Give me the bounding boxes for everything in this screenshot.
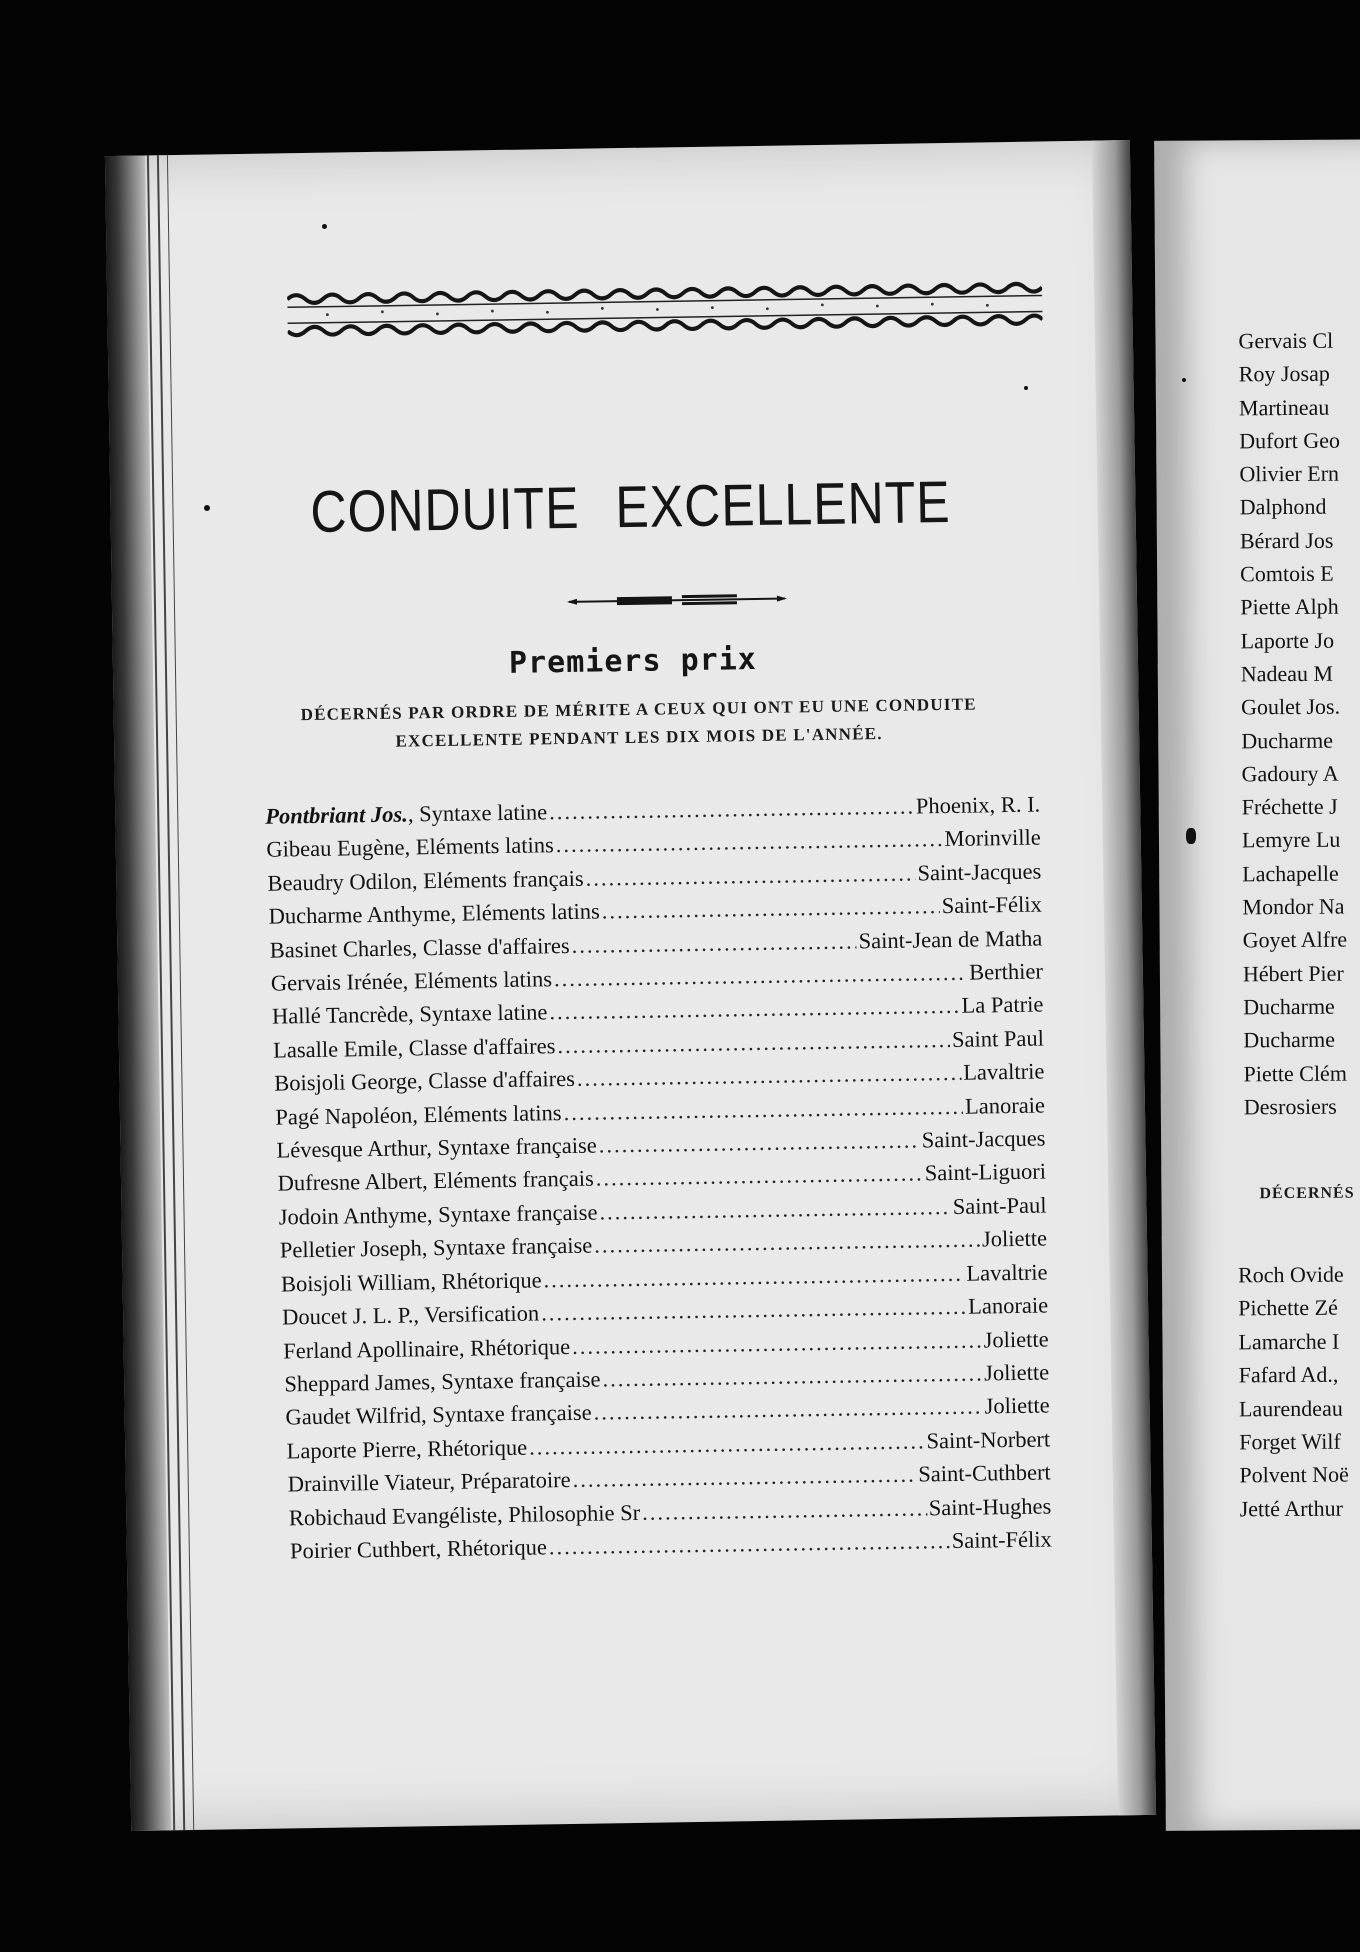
right-page-line: Polvent Noë bbox=[1239, 1462, 1349, 1488]
student-hometown: Lavaltrie bbox=[963, 1058, 1045, 1086]
student-hometown: Saint Paul bbox=[951, 1025, 1045, 1052]
entry-student bbox=[266, 829, 554, 867]
student-hometown: La Patrie bbox=[961, 991, 1044, 1019]
right-page-line: Jetté Arthur bbox=[1239, 1495, 1344, 1522]
student-hometown: Saint-Hughes bbox=[928, 1492, 1052, 1520]
student-class: Rhétorique bbox=[435, 1267, 542, 1294]
dot-leader bbox=[642, 1491, 927, 1529]
right-page-line: Gervais Cl bbox=[1238, 327, 1334, 354]
right-page-line: Lamarche I bbox=[1238, 1328, 1340, 1355]
right-page-fragment bbox=[1154, 139, 1360, 1831]
student-name: Poirier Cuthbert, bbox=[289, 1535, 442, 1564]
student-hometown: Saint-Jean de Matha bbox=[858, 925, 1043, 954]
student-class: Préparatoire bbox=[454, 1467, 571, 1494]
student-name: Sheppard James, bbox=[284, 1369, 436, 1397]
student-name: Basinet Charles, bbox=[269, 934, 418, 963]
student-name: Boisjoli George, bbox=[274, 1068, 423, 1096]
student-class: Syntaxe française bbox=[427, 1232, 593, 1261]
student-class: Rhétorique bbox=[441, 1534, 548, 1561]
right-page-line: Nadeau M bbox=[1240, 660, 1334, 687]
right-page-line: Olivier Ern bbox=[1239, 460, 1340, 487]
student-class: Eléments latins bbox=[455, 898, 601, 926]
student-hometown: Lavaltrie bbox=[966, 1259, 1048, 1286]
awarded-caption bbox=[248, 690, 1029, 758]
entry-student bbox=[283, 1329, 570, 1367]
prize-list bbox=[265, 788, 1052, 1568]
page-title bbox=[230, 466, 1031, 547]
student-class: Eléments latins bbox=[417, 1099, 562, 1128]
right-page-line: Ducharme bbox=[1241, 727, 1334, 753]
right-page-line: Piette Clém bbox=[1243, 1060, 1347, 1086]
entry-student bbox=[285, 1396, 592, 1434]
student-hometown: Saint-Norbert bbox=[926, 1426, 1051, 1454]
student-hometown: Morinville bbox=[944, 824, 1041, 852]
right-page-list-2 bbox=[1238, 1257, 1360, 1526]
right-page-line: Roch Ovide bbox=[1237, 1261, 1344, 1288]
right-page-line: Gadoury A bbox=[1241, 760, 1339, 787]
student-hometown: Lanoraie bbox=[967, 1292, 1049, 1319]
right-page-line: Ducharme bbox=[1243, 1026, 1336, 1053]
student-class: Syntaxe française bbox=[431, 1132, 597, 1161]
header-ornament bbox=[287, 273, 1043, 343]
right-page-line: Pichette Zé bbox=[1238, 1295, 1338, 1321]
student-name: Gervais Irénée, bbox=[270, 968, 409, 996]
student-name: Drainville Viateur, bbox=[287, 1468, 456, 1497]
section-subtitle: Premiers prix bbox=[508, 641, 758, 681]
entry-student bbox=[274, 1062, 575, 1100]
student-name: Dufresne Albert, bbox=[277, 1168, 428, 1197]
entry-student bbox=[271, 962, 553, 1000]
dot-leader bbox=[549, 1524, 950, 1564]
student-class: Versification bbox=[418, 1300, 540, 1328]
entry-student bbox=[282, 1297, 540, 1334]
student-class: Syntaxe latine bbox=[413, 999, 548, 1027]
title-word-1: CONDUITE bbox=[309, 474, 580, 546]
student-name: Hallé Tancrède, bbox=[271, 1001, 414, 1030]
student-class: Classe d'affaires bbox=[422, 1066, 576, 1094]
entry-student bbox=[270, 929, 570, 967]
entry-student bbox=[273, 1029, 556, 1067]
dot-leader bbox=[596, 1157, 924, 1196]
student-class: Rhétorique bbox=[464, 1333, 571, 1361]
student-hometown: Joliette bbox=[984, 1392, 1050, 1419]
right-page-line: Bérard Jos bbox=[1239, 527, 1334, 554]
student-class: Rhétorique bbox=[421, 1434, 528, 1462]
right-page-line: Laurendeau bbox=[1238, 1395, 1343, 1421]
dot-leader bbox=[572, 1458, 916, 1497]
right-page-line: Fréchette J bbox=[1241, 793, 1338, 820]
entry-student bbox=[272, 996, 548, 1034]
right-page-line: Forget Wilf bbox=[1239, 1428, 1341, 1455]
student-name: Doucet J. L. P., bbox=[281, 1302, 420, 1330]
student-hometown: Saint-Jacques bbox=[921, 1125, 1046, 1153]
entry-student bbox=[276, 1129, 597, 1167]
entry-student bbox=[265, 795, 547, 833]
entry-student bbox=[279, 1195, 598, 1233]
student-name: Beaudry Odilon, bbox=[267, 868, 418, 896]
awarded-line-2: EXCELLENTE PENDANT LES DIX MOIS DE L'ANNÉE. bbox=[395, 724, 883, 751]
speck bbox=[1186, 828, 1196, 844]
student-class: Syntaxe française bbox=[426, 1399, 592, 1428]
dot-leader bbox=[593, 1390, 983, 1430]
student-name: Robichaud Evangéliste, bbox=[288, 1501, 503, 1530]
student-hometown: Saint-Cuthbert bbox=[918, 1459, 1051, 1487]
right-page-line: Lemyre Lu bbox=[1241, 827, 1341, 853]
right-page-line: Desrosiers bbox=[1243, 1093, 1337, 1120]
student-hometown: Saint-Félix bbox=[951, 1526, 1052, 1553]
entry-student bbox=[284, 1362, 601, 1400]
right-page-line: Mondor Na bbox=[1242, 893, 1345, 920]
right-page-line: Comtois E bbox=[1240, 560, 1334, 587]
entry-student bbox=[268, 895, 600, 934]
left-page bbox=[105, 140, 1156, 1831]
right-page-line: Hébert Pier bbox=[1242, 960, 1344, 986]
student-name: Gaudet Wilfrid, bbox=[285, 1402, 427, 1430]
right-page-line: Dufort Geo bbox=[1239, 427, 1341, 454]
student-class: Philosophie Sr bbox=[502, 1499, 641, 1527]
student-class: Syntaxe française bbox=[432, 1199, 598, 1228]
student-name: Pelletier Joseph, bbox=[279, 1235, 428, 1263]
entry-student bbox=[275, 1096, 562, 1134]
student-name: Pontbriant Jos. bbox=[265, 801, 409, 829]
student-name: Ducharme Anthyme, bbox=[268, 900, 457, 929]
right-page-list-1 bbox=[1238, 323, 1360, 1124]
entry-student bbox=[277, 1162, 594, 1200]
student-name: Lasalle Emile, bbox=[272, 1035, 404, 1063]
entry-student bbox=[290, 1530, 547, 1567]
student-hometown: Joliette bbox=[983, 1359, 1050, 1386]
title-word-2: EXCELLENTE bbox=[614, 468, 952, 541]
speck bbox=[322, 224, 327, 229]
student-class: , Syntaxe latine bbox=[407, 799, 548, 827]
right-page-line: Dalphond bbox=[1239, 494, 1327, 520]
student-hometown: Saint-Liguori bbox=[924, 1158, 1047, 1186]
entry-student bbox=[286, 1430, 527, 1467]
student-class: Eléments latins bbox=[409, 832, 555, 860]
dot-leader bbox=[598, 1124, 920, 1162]
student-class: Classe d'affaires bbox=[417, 932, 570, 960]
student-name: Gibeau Eugène, bbox=[266, 834, 411, 863]
student-class: Syntaxe française bbox=[435, 1366, 601, 1395]
speck bbox=[1024, 386, 1028, 390]
right-page-line: Lachapelle bbox=[1242, 860, 1339, 887]
right-page-line: Roy Josap bbox=[1238, 361, 1330, 387]
student-name: Jodoin Anthyme, bbox=[278, 1202, 433, 1230]
speck bbox=[1182, 378, 1186, 382]
dot-leader bbox=[571, 924, 857, 962]
dot-leader bbox=[585, 856, 915, 895]
right-page-line: Laporte Jo bbox=[1240, 627, 1335, 654]
right-page-line: Goyet Alfre bbox=[1242, 926, 1348, 953]
student-hometown: Phoenix, R. I. bbox=[915, 791, 1041, 819]
student-class: Eléments latins bbox=[408, 966, 553, 994]
right-page-line: Martineau bbox=[1238, 394, 1330, 420]
dot-leader bbox=[602, 889, 940, 928]
entry-student bbox=[267, 862, 584, 900]
student-hometown: Joliette bbox=[983, 1325, 1049, 1352]
entry-student bbox=[289, 1495, 641, 1534]
entry-student bbox=[288, 1463, 571, 1501]
dot-leader bbox=[599, 1190, 951, 1229]
right-page-heading: DÉCERNÉS bbox=[1259, 1184, 1355, 1203]
right-page-line: Goulet Jos. bbox=[1240, 693, 1341, 720]
student-class: Eléments français bbox=[417, 865, 584, 894]
student-hometown: Joliette bbox=[981, 1225, 1048, 1252]
right-page-line: Piette Alph bbox=[1240, 594, 1339, 620]
student-name: Laporte Pierre, bbox=[286, 1436, 422, 1464]
student-hometown: Berthier bbox=[968, 958, 1044, 985]
student-class: Eléments français bbox=[427, 1166, 594, 1194]
student-hometown: Saint-Jacques bbox=[917, 858, 1042, 886]
entry-student bbox=[281, 1263, 542, 1300]
right-page-line: Ducharme bbox=[1243, 993, 1335, 1020]
student-name: Pagé Napoléon, bbox=[275, 1102, 419, 1130]
awarded-line-1: DÉCERNÉS PAR ORDRE DE MÉRITE A CEUX QUI ONT EU UNE CONDUITE bbox=[300, 694, 977, 725]
student-name: Lévesque Arthur, bbox=[276, 1135, 433, 1163]
entry-student bbox=[280, 1229, 593, 1267]
student-name: Ferland Apollinaire, bbox=[283, 1335, 465, 1363]
speck bbox=[204, 505, 210, 511]
right-page-line: Fafard Ad., bbox=[1238, 1361, 1339, 1388]
student-hometown: Saint-Félix bbox=[941, 891, 1042, 919]
divider-ornament bbox=[567, 588, 787, 611]
student-hometown: Saint-Paul bbox=[952, 1192, 1047, 1219]
student-hometown: Lanoraie bbox=[964, 1092, 1046, 1119]
student-class: Classe d'affaires bbox=[402, 1033, 556, 1061]
student-name: Boisjoli William, bbox=[280, 1268, 437, 1297]
